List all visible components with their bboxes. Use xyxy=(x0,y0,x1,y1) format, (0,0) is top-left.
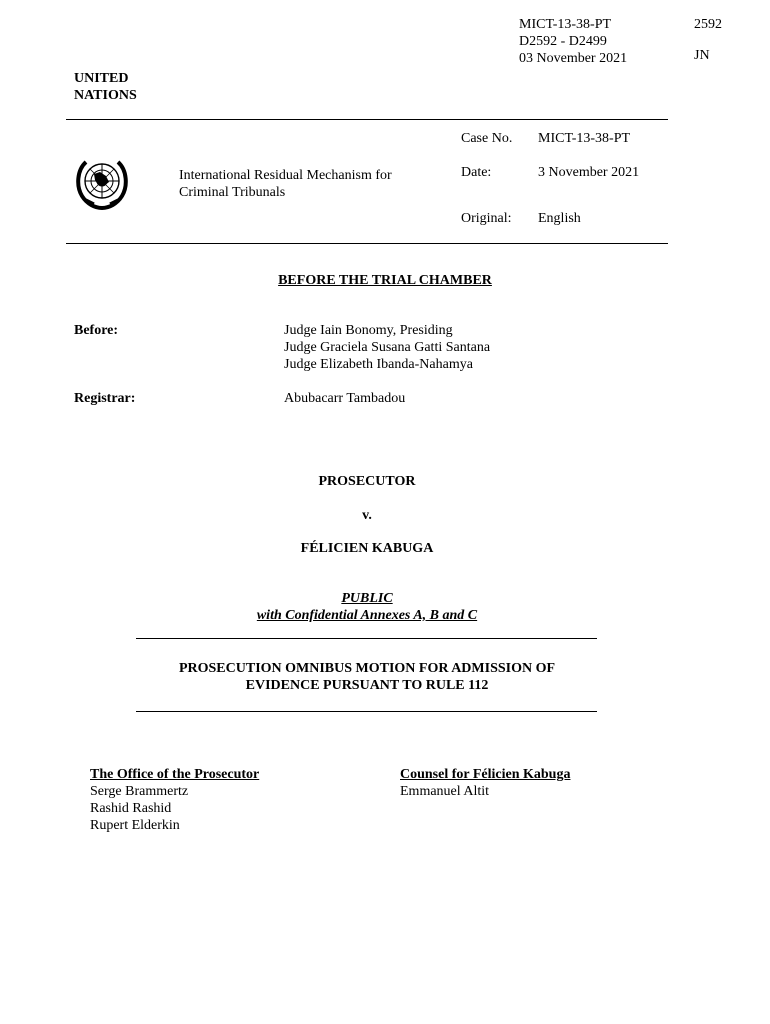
classification-status: PUBLIC xyxy=(341,591,393,606)
motion-title-line-1: PROSECUTION OMNIBUS MOTION FOR ADMISSION OF xyxy=(178,661,556,676)
prosecution-member: Serge Brammertz xyxy=(90,784,189,799)
date-label: Date: xyxy=(461,165,492,180)
defence-counsel-heading: Counsel for Félicien Kabuga xyxy=(400,767,571,782)
tribunal-name xyxy=(179,167,392,201)
judge-second: Judge Graciela Susana Gatti Santana xyxy=(284,340,491,355)
judges-list xyxy=(284,322,490,373)
header-rule-bottom xyxy=(66,243,668,244)
reference-page-range: D2592 - D2499 xyxy=(519,34,607,49)
classification-annexes: with Confidential Annexes A, B and C xyxy=(256,608,478,623)
un-emblem-icon xyxy=(72,152,132,212)
reference-case-number: MICT-13-38-PT xyxy=(519,17,612,32)
original-label: Original: xyxy=(461,211,512,226)
org-name-line-1: UNITED xyxy=(74,71,129,86)
case-no-label: Case No. xyxy=(461,131,513,146)
motion-title xyxy=(0,660,734,694)
prosecution-member: Rashid Rashid xyxy=(90,801,172,816)
prosecution-member: Rupert Elderkin xyxy=(90,818,180,833)
original-value: English xyxy=(538,211,581,226)
tribunal-name-line-1: International Residual Mechanism for xyxy=(179,168,392,183)
prosecution-office xyxy=(90,766,259,834)
judge-presiding: Judge Iain Bonomy, Presiding xyxy=(284,323,453,338)
title-rule-top xyxy=(136,638,597,639)
header-rule-top xyxy=(66,119,668,120)
before-label: Before: xyxy=(74,323,119,338)
org-name-line-2: NATIONS xyxy=(74,88,137,103)
judge-third: Judge Elizabeth Ibanda-Nahamya xyxy=(284,357,473,372)
party-prosecutor: PROSECUTOR xyxy=(318,474,416,489)
reference-date: 03 November 2021 xyxy=(519,51,628,66)
page-number: 2592 xyxy=(694,17,722,32)
title-rule-bottom xyxy=(136,711,597,712)
date-value: 3 November 2021 xyxy=(538,165,640,180)
initials: JN xyxy=(694,48,710,63)
versus: v. xyxy=(362,508,372,523)
tribunal-name-line-2: Criminal Tribunals xyxy=(179,185,286,200)
registrar-name: Abubacarr Tambadou xyxy=(284,391,406,406)
chamber-heading: BEFORE THE TRIAL CHAMBER xyxy=(278,273,492,288)
party-accused: FÉLICIEN KABUGA xyxy=(300,541,434,556)
case-no-value: MICT-13-38-PT xyxy=(538,131,631,146)
defence-counsel xyxy=(400,766,570,800)
document-reference xyxy=(519,16,627,67)
motion-title-line-2: EVIDENCE PURSUANT TO RULE 112 xyxy=(245,678,489,693)
registrar-label: Registrar: xyxy=(74,391,136,406)
org-name xyxy=(74,70,137,104)
prosecution-office-heading: The Office of the Prosecutor xyxy=(90,767,260,782)
defence-counsel-member: Emmanuel Altit xyxy=(400,784,490,799)
